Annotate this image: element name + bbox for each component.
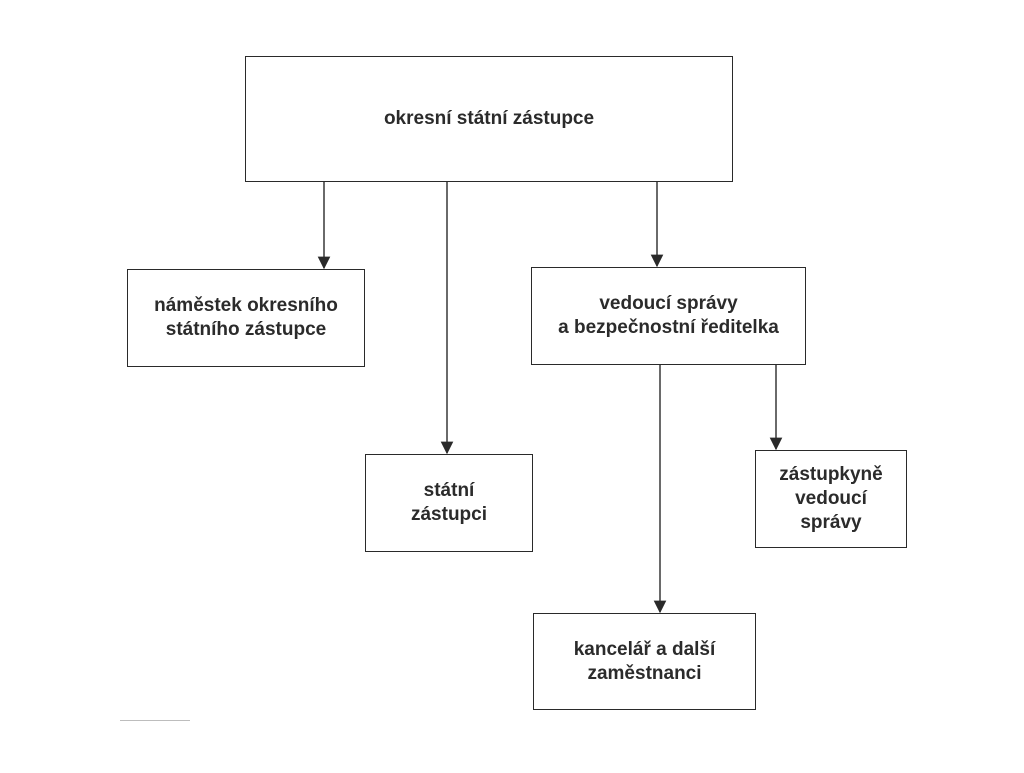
node-state-prosecutors	[365, 454, 533, 552]
node-deputy-prosecutor	[127, 269, 365, 367]
node-admin-deputy-label: zástupkyně vedoucí správy	[779, 464, 883, 533]
scan-artifact	[120, 720, 190, 721]
node-district-prosecutor	[245, 56, 733, 182]
node-office-staff	[533, 613, 756, 710]
node-admin-deputy	[755, 450, 907, 548]
node-deputy-prosecutor-label: náměstek okresního státního zástupce	[154, 295, 338, 340]
node-district-prosecutor-label: okresní státní zástupce	[383, 108, 595, 129]
node-state-prosecutors-label: státní zástupci	[410, 480, 488, 525]
node-admin-head-label: vedoucí správy a bezpečnostní ředitelka	[558, 293, 779, 338]
node-admin-head	[531, 267, 806, 365]
node-office-staff-label: kancelář a další zaměstnanci	[573, 638, 716, 684]
